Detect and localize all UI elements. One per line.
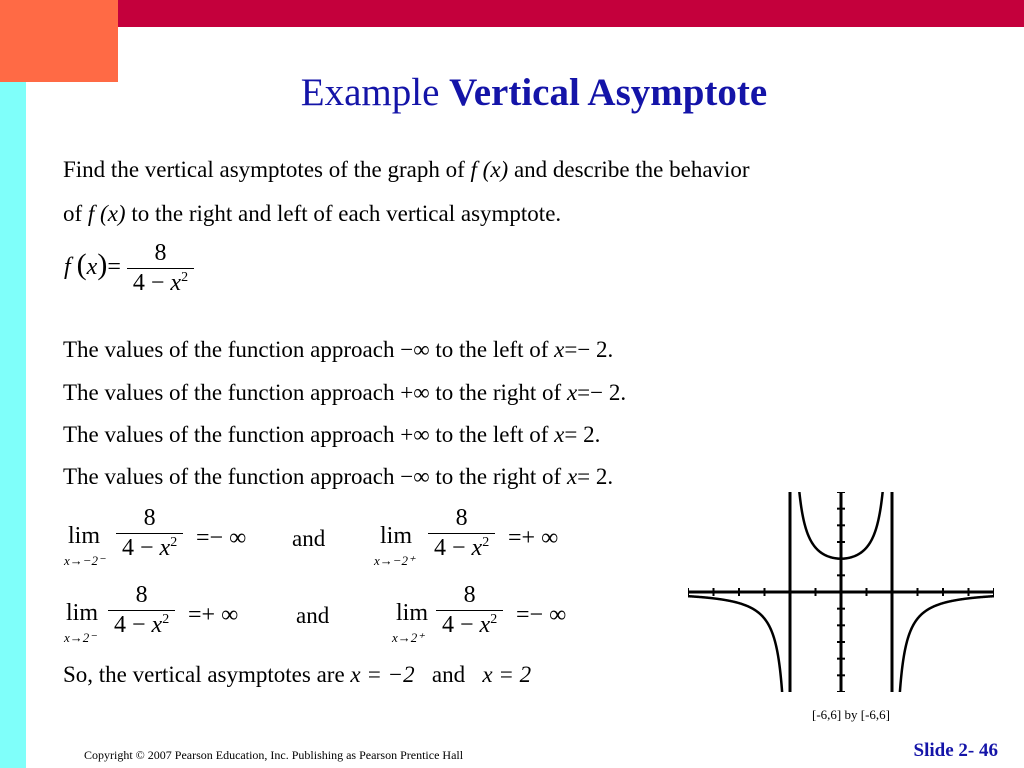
function-definition: f (x)= $\frac{8}{4 - x^2}$	[64, 240, 194, 297]
and-1: and	[292, 526, 326, 551]
statement-1: The values of the function approach −∞ to the left of x=− 2.	[63, 337, 614, 362]
statement-4: The values of the function approach −∞ to the right of x= 2.	[63, 464, 614, 489]
limit-3: lim x→2⁻ $\frac{8}{4 - x^2}$ =+ ∞	[64, 582, 239, 645]
function-fraction	[127, 240, 194, 297]
statement-2: The values of the function approach +∞ to the right of x=− 2.	[63, 380, 627, 405]
title-bold: Vertical Asymptote	[449, 71, 768, 114]
limit-1: lim x→−2⁻ $\frac{8}{4 - x^2}$ =− ∞	[64, 505, 247, 568]
and-2: and	[296, 603, 330, 628]
problem-line-2	[63, 202, 561, 225]
function-var: x	[86, 254, 98, 281]
title-prefix: Example	[300, 71, 440, 114]
function-graph	[688, 492, 994, 692]
graph-caption: [-6,6] by [-6,6]	[812, 707, 890, 722]
slide-title	[0, 70, 1024, 115]
function-eq: =	[107, 254, 121, 281]
slide-number: Slide 2- 46	[913, 740, 998, 761]
problem-fx-1: f (x)	[470, 157, 509, 182]
problem-line-1	[63, 158, 750, 181]
curve-right-branch	[892, 596, 994, 692]
curve-left-branch	[688, 596, 790, 692]
limit-4: lim x→2⁺ $\frac{8}{4 - x^2}$ =− ∞	[392, 582, 567, 645]
problem-text-2a: of	[63, 201, 83, 226]
problem-text-1a: Find the vertical asymptotes of the graph of	[63, 157, 465, 182]
top-band	[0, 0, 1024, 27]
conclusion: So, the vertical asymptotes are x = −2 and x = 2	[63, 662, 532, 687]
function-name: f	[64, 254, 71, 281]
problem-text-2b: to the right and left of each vertical asymptote.	[131, 201, 562, 226]
limit-2: lim x→−2⁺ $\frac{8}{4 - x^2}$ =+ ∞	[374, 505, 559, 568]
problem-text-1b: and describe the behavior	[513, 157, 750, 182]
copyright-footer: Copyright © 2007 Pearson Education, Inc. Publishing as Pearson Prentice Hall	[84, 748, 464, 762]
side-bar	[0, 82, 26, 768]
problem-fx-2: f (x)	[87, 201, 126, 226]
graph-axes	[688, 492, 994, 692]
function-denominator: $4 - x^2$	[132, 269, 189, 296]
function-numerator: 8	[127, 240, 194, 269]
statement-3: The values of the function approach +∞ to the left of x= 2.	[63, 422, 601, 447]
